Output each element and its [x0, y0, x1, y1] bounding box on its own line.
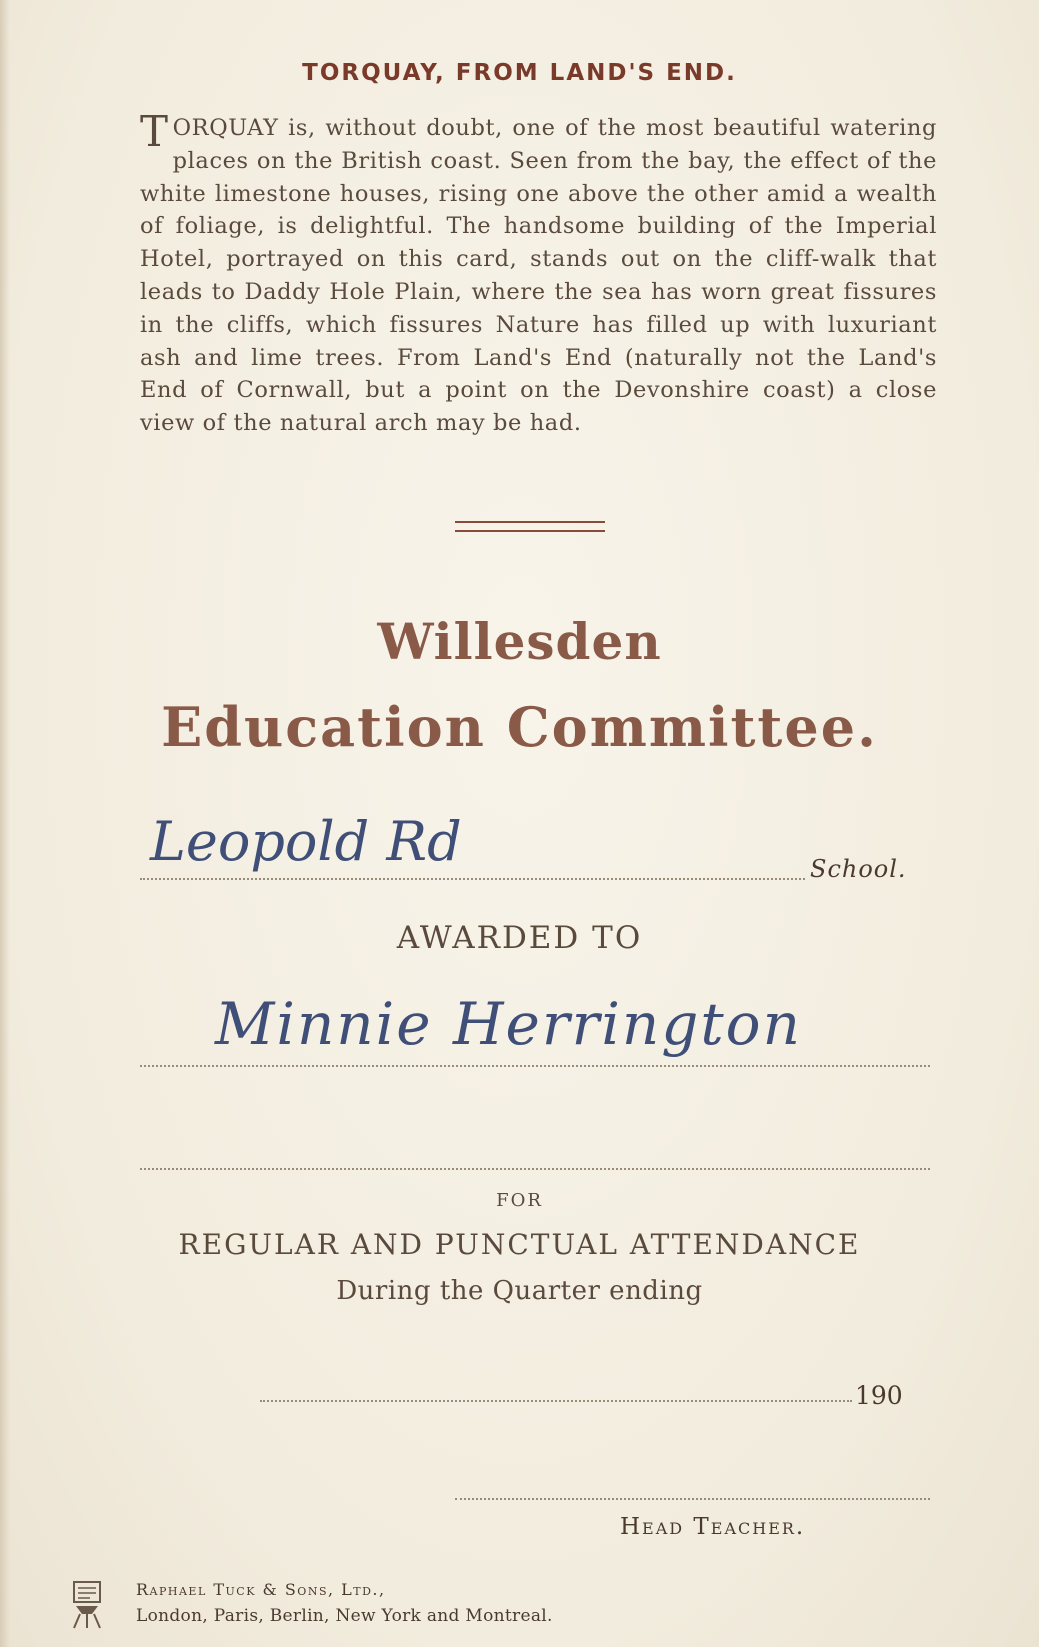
card-title: TORQUAY, FROM LAND'S END.	[302, 60, 737, 86]
head-teacher-label: Head Teacher.	[620, 1514, 806, 1540]
attendance-reason: REGULAR AND PUNCTUAL ATTENDANCE	[178, 1228, 861, 1261]
description-paragraph	[140, 107, 937, 440]
publisher-name: Raphael Tuck & Sons, Ltd.,	[136, 1580, 386, 1599]
quarter-label: During the Quarter ending	[336, 1276, 703, 1306]
blank-dotted-line	[140, 1168, 930, 1170]
recipient-dotted-line	[140, 1065, 930, 1067]
divider-rule-bottom	[455, 530, 605, 532]
description-text: ORQUAY is, without doubt, one of the most beautiful watering places on the British coast. Seen from the bay, the effect of the white limestone houses, rising one above the other amid a wealth of foliage, is delightful. The handsome building of the Imperial Hotel, portrayed on this card, stands out on the cliff-walk that leads to Daddy Hole Plain, where the sea has worn great fissures in the cliffs, which fissures Nature has filled up with luxuriant ash and lime trees. From Land's End (naturally not the Land's End of Cornwall, but a point on the Devonshire coast) a close view of the natural arch may be had.	[140, 115, 937, 437]
organization-line-2: Education Committee.	[161, 695, 878, 759]
school-dotted-line	[140, 878, 805, 880]
drop-cap: T	[140, 107, 169, 156]
divider-rule-top	[455, 521, 605, 523]
school-label: School.	[810, 855, 907, 883]
school-handwritten-name: Leopold Rd	[150, 810, 462, 873]
publisher-easel-logo-icon	[68, 1578, 106, 1630]
for-label: FOR	[496, 1190, 543, 1211]
date-dotted-line	[260, 1400, 852, 1402]
awarded-to-label: AWARDED TO	[396, 920, 643, 956]
publisher-locations: London, Paris, Berlin, New York and Montreal.	[136, 1606, 553, 1626]
signature-dotted-line	[455, 1498, 930, 1500]
recipient-handwritten-name: Minnie Herrington	[215, 990, 802, 1058]
year-prefix: 190	[855, 1381, 903, 1410]
organization-line-1: Willesden	[377, 612, 662, 671]
